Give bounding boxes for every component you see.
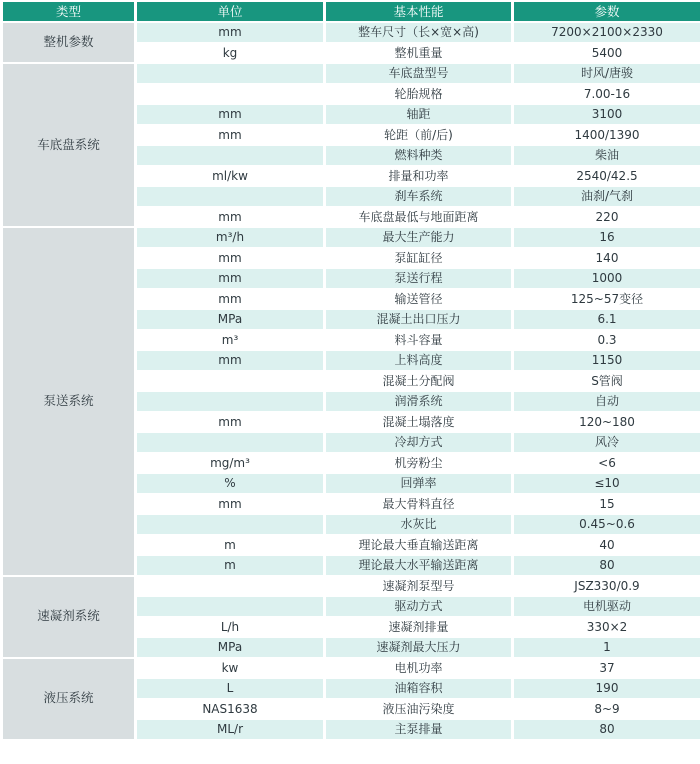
unit-cell — [137, 372, 323, 391]
unit-cell: MPa — [137, 310, 323, 329]
performance-cell: 机旁粉尘 — [326, 454, 511, 473]
unit-cell: mm — [137, 495, 323, 514]
value-cell: 1 — [514, 638, 700, 657]
header-unit: 单位 — [137, 2, 323, 21]
value-cell: 140 — [514, 249, 700, 268]
value-cell: 1150 — [514, 351, 700, 370]
value-cell: 6.1 — [514, 310, 700, 329]
performance-cell: 混凝土分配阀 — [326, 372, 511, 391]
unit-cell — [137, 187, 323, 206]
unit-cell: mm — [137, 208, 323, 227]
unit-cell — [137, 597, 323, 616]
performance-cell: 理论最大水平输送距离 — [326, 556, 511, 575]
unit-cell: mm — [137, 290, 323, 309]
unit-cell: L — [137, 679, 323, 698]
unit-cell: mm — [137, 105, 323, 124]
unit-cell: m — [137, 536, 323, 555]
performance-cell: 整车尺寸（长×宽×高) — [326, 23, 511, 42]
spec-table-body — [3, 23, 700, 739]
value-cell: 220 — [514, 208, 700, 227]
table-row — [3, 23, 700, 42]
unit-cell — [137, 515, 323, 534]
unit-cell — [137, 64, 323, 83]
unit-cell: mm — [137, 351, 323, 370]
performance-cell: 燃料种类 — [326, 146, 511, 165]
performance-cell: 车底盘型号 — [326, 64, 511, 83]
category-cell: 整机参数 — [3, 23, 134, 62]
performance-cell: 刹车系统 — [326, 187, 511, 206]
performance-cell: 车底盘最低与地面距离 — [326, 208, 511, 227]
value-cell: 16 — [514, 228, 700, 247]
unit-cell: mm — [137, 269, 323, 288]
value-cell: 自动 — [514, 392, 700, 411]
performance-cell: 整机重量 — [326, 44, 511, 63]
performance-cell: 主泵排量 — [326, 720, 511, 739]
value-cell: 80 — [514, 556, 700, 575]
unit-cell — [137, 433, 323, 452]
value-cell: 柴油 — [514, 146, 700, 165]
table-row — [3, 577, 700, 596]
performance-cell: 料斗容量 — [326, 331, 511, 350]
unit-cell: MPa — [137, 638, 323, 657]
performance-cell: 上料高度 — [326, 351, 511, 370]
table-header-row — [3, 2, 700, 21]
unit-cell: m³ — [137, 331, 323, 350]
performance-cell: 速凝剂泵型号 — [326, 577, 511, 596]
unit-cell: ml/kw — [137, 167, 323, 186]
performance-cell: 泵送行程 — [326, 269, 511, 288]
performance-cell: 冷却方式 — [326, 433, 511, 452]
category-cell: 车底盘系统 — [3, 64, 134, 226]
unit-cell: kw — [137, 659, 323, 678]
header-category: 类型 — [3, 2, 134, 21]
performance-cell: 泵缸缸径 — [326, 249, 511, 268]
value-cell: 190 — [514, 679, 700, 698]
unit-cell: ML/r — [137, 720, 323, 739]
performance-cell: 最大骨料直径 — [326, 495, 511, 514]
value-cell: 330×2 — [514, 618, 700, 637]
value-cell: 125~57变径 — [514, 290, 700, 309]
performance-cell: 电机功率 — [326, 659, 511, 678]
value-cell: 1400/1390 — [514, 126, 700, 145]
value-cell: 2540/42.5 — [514, 167, 700, 186]
unit-cell: m — [137, 556, 323, 575]
unit-cell: NAS1638 — [137, 700, 323, 719]
unit-cell: mm — [137, 126, 323, 145]
value-cell: 0.45~0.6 — [514, 515, 700, 534]
value-cell: 电机驱动 — [514, 597, 700, 616]
table-row — [3, 659, 700, 678]
performance-cell: 回弹率 — [326, 474, 511, 493]
unit-cell — [137, 146, 323, 165]
unit-cell: m³/h — [137, 228, 323, 247]
category-cell: 液压系统 — [3, 659, 134, 739]
value-cell: 油刹/气刹 — [514, 187, 700, 206]
value-cell: 8~9 — [514, 700, 700, 719]
performance-cell: 轴距 — [326, 105, 511, 124]
unit-cell — [137, 392, 323, 411]
performance-cell: 排量和功率 — [326, 167, 511, 186]
value-cell: 5400 — [514, 44, 700, 63]
performance-cell: 速凝剂排量 — [326, 618, 511, 637]
performance-cell: 油箱容积 — [326, 679, 511, 698]
unit-cell: % — [137, 474, 323, 493]
value-cell: 15 — [514, 495, 700, 514]
performance-cell: 润滑系统 — [326, 392, 511, 411]
unit-cell: mm — [137, 413, 323, 432]
value-cell: 80 — [514, 720, 700, 739]
value-cell: ≤10 — [514, 474, 700, 493]
header-performance: 基本性能 — [326, 2, 511, 21]
category-cell: 泵送系统 — [3, 228, 134, 575]
value-cell: 3100 — [514, 105, 700, 124]
value-cell: 120~180 — [514, 413, 700, 432]
value-cell: 1000 — [514, 269, 700, 288]
unit-cell — [137, 577, 323, 596]
performance-cell: 输送管径 — [326, 290, 511, 309]
performance-cell: 轮胎规格 — [326, 85, 511, 104]
value-cell: 0.3 — [514, 331, 700, 350]
value-cell: JSZ330/0.9 — [514, 577, 700, 596]
performance-cell: 混凝土塌落度 — [326, 413, 511, 432]
performance-cell: 速凝剂最大压力 — [326, 638, 511, 657]
value-cell: S管阀 — [514, 372, 700, 391]
value-cell: 时风/唐骏 — [514, 64, 700, 83]
value-cell: 7.00-16 — [514, 85, 700, 104]
performance-cell: 最大生产能力 — [326, 228, 511, 247]
unit-cell: mm — [137, 249, 323, 268]
performance-cell: 轮距（前/后) — [326, 126, 511, 145]
header-value: 参数 — [514, 2, 700, 21]
unit-cell: mm — [137, 23, 323, 42]
unit-cell: kg — [137, 44, 323, 63]
performance-cell: 水灰比 — [326, 515, 511, 534]
category-cell: 速凝剂系统 — [3, 577, 134, 657]
value-cell: 40 — [514, 536, 700, 555]
performance-cell: 理论最大垂直输送距离 — [326, 536, 511, 555]
performance-cell: 混凝土出口压力 — [326, 310, 511, 329]
table-row — [3, 228, 700, 247]
value-cell: 风冷 — [514, 433, 700, 452]
value-cell: 37 — [514, 659, 700, 678]
unit-cell: L/h — [137, 618, 323, 637]
performance-cell: 液压油污染度 — [326, 700, 511, 719]
unit-cell: mg/m³ — [137, 454, 323, 473]
table-row — [3, 64, 700, 83]
value-cell: 7200×2100×2330 — [514, 23, 700, 42]
unit-cell — [137, 85, 323, 104]
value-cell: <6 — [514, 454, 700, 473]
performance-cell: 驱动方式 — [326, 597, 511, 616]
